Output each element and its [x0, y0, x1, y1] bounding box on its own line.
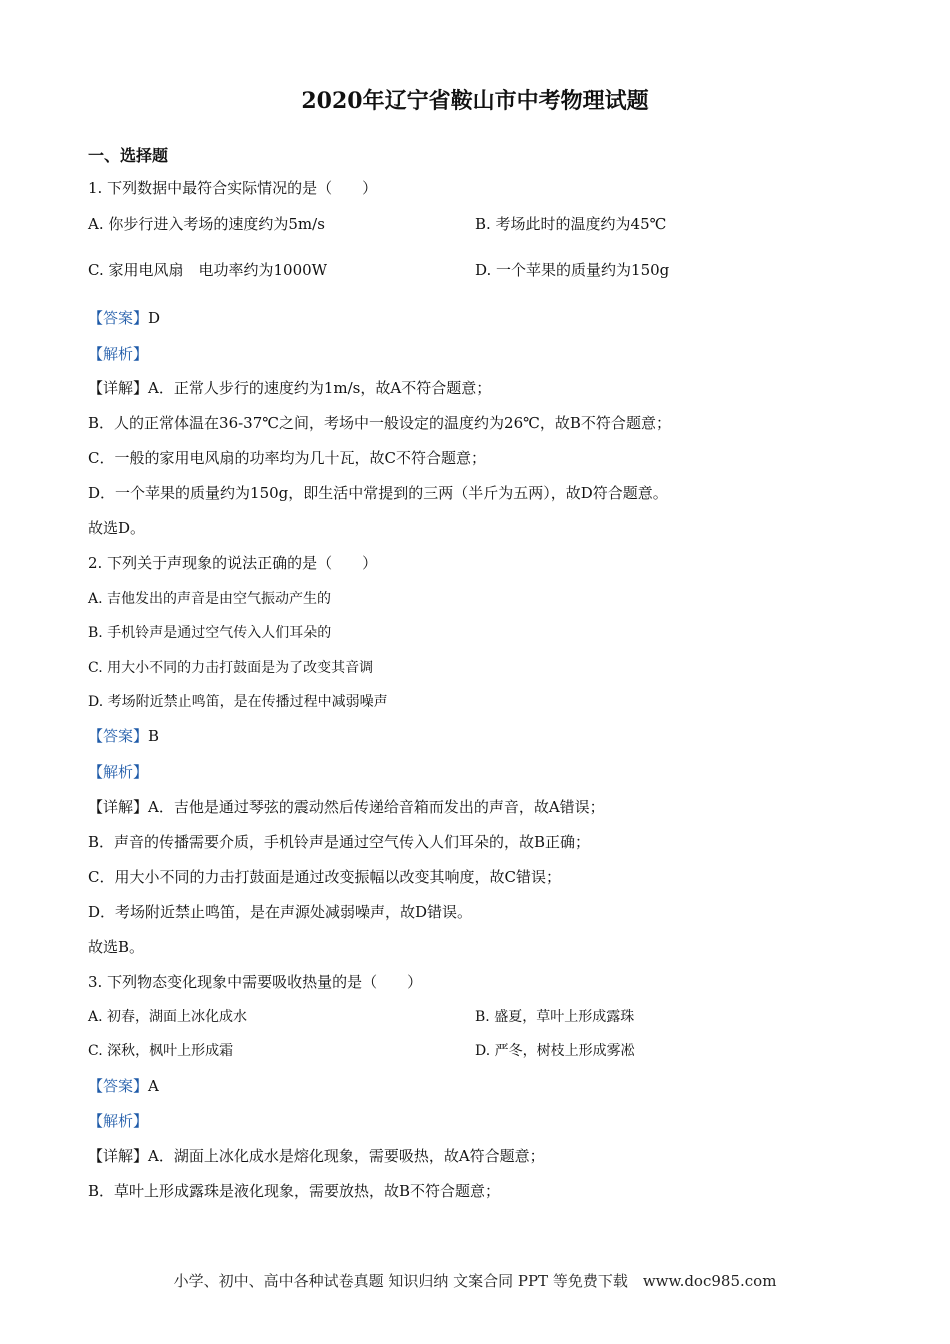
answer-tag: 【答案】	[88, 727, 149, 745]
q2-option-d: D. 考场附近禁止鸣笛，是在传播过程中减弱噪声	[88, 694, 388, 710]
q2-detail-2: B．声音的传播需要介质，手机铃声是通过空气传入人们耳朵的，故B正确；	[88, 833, 591, 851]
q1-stem: 1. 下列数据中最符合实际情况的是（ ）	[88, 179, 378, 197]
q2-answer: B	[148, 727, 160, 745]
q1-detail-1-text: A．正常人步行的速度约为1m/s，故A不符合题意；	[148, 379, 492, 397]
q1-detail-2: B．人的正常体温在36-37℃之间，考场中一般设定的温度约为26℃，故B不符合题意；	[88, 414, 671, 432]
q3-analysis-tag: 【解析】	[88, 1112, 149, 1130]
q3-detail-1	[88, 1146, 545, 1166]
q2-option-a: A. 吉他发出的声音是由空气振动产生的	[88, 591, 332, 607]
q1-option-c: C. 家用电风扇 电功率约为1000W	[88, 261, 328, 279]
q1-option-a: A. 你步行进入考场的速度约为5m/s	[88, 215, 325, 233]
q1-option-b: B. 考场此时的温度约为45℃	[475, 215, 667, 233]
section-heading: 一、选择题	[88, 146, 169, 165]
q2-option-c: C. 用大小不同的力击打鼓面是为了改变其音调	[88, 660, 374, 676]
q2-conclusion: 故选B。	[88, 938, 145, 956]
q3-option-d: D. 严冬，树枝上形成雾凇	[475, 1043, 635, 1059]
q2-answer-line	[88, 726, 159, 746]
q1-answer-line	[88, 308, 160, 328]
q3-answer: A	[148, 1077, 159, 1095]
q3-option-b: B. 盛夏，草叶上形成露珠	[475, 1009, 635, 1025]
detail-tag: 【详解】	[88, 1147, 149, 1165]
q1-detail-4: D．一个苹果的质量约为150g，即生活中常提到的三两（半斤为五两），故D符合题意。	[88, 484, 668, 502]
q3-option-a: A. 初春，湖面上冰化成水	[88, 1009, 248, 1025]
q1-analysis-tag: 【解析】	[88, 345, 149, 363]
q1-detail-1	[88, 378, 491, 398]
answer-tag: 【答案】	[88, 1077, 149, 1095]
q1-option-d: D. 一个苹果的质量约为150g	[475, 261, 670, 279]
detail-tag: 【详解】	[88, 379, 149, 397]
q1-conclusion: 故选D。	[88, 519, 146, 537]
q1-detail-3: C．一般的家用电风扇的功率均为几十瓦，故C不符合题意；	[88, 449, 486, 467]
q2-detail-4: D．考场附近禁止鸣笛，是在声源处减弱噪声，故D错误。	[88, 903, 473, 921]
q3-answer-line	[88, 1076, 159, 1096]
q3-stem: 3. 下列物态变化现象中需要吸收热量的是（ ）	[88, 973, 423, 991]
q2-analysis-tag: 【解析】	[88, 763, 149, 781]
detail-tag: 【详解】	[88, 798, 149, 816]
q2-detail-1-text: A．吉他是通过琴弦的震动然后传递给音箱而发出的声音，故A错误；	[148, 798, 605, 816]
q1-answer: D	[148, 309, 161, 327]
q2-stem: 2. 下列关于声现象的说法正确的是（ ）	[88, 554, 378, 572]
q3-detail-2: B．草叶上形成露珠是液化现象，需要放热，故B不符合题意；	[88, 1182, 501, 1200]
q3-detail-1-text: A．湖面上冰化成水是熔化现象，需要吸热，故A符合题意；	[148, 1147, 545, 1165]
page-footer: 小学、初中、高中各种试卷真题 知识归纳 文案合同 PPT 等免费下载 www.doc985.com	[173, 1272, 777, 1290]
q2-detail-1	[88, 797, 605, 817]
q3-option-c: C. 深秋，枫叶上形成霜	[88, 1043, 234, 1059]
q2-detail-3: C．用大小不同的力击打鼓面是通过改变振幅以改变其响度，故C错误；	[88, 868, 561, 886]
q2-option-b: B. 手机铃声是通过空气传入人们耳朵的	[88, 625, 332, 641]
page-title: 2020年辽宁省鞍山市中考物理试题	[301, 88, 649, 114]
answer-tag: 【答案】	[88, 309, 149, 327]
